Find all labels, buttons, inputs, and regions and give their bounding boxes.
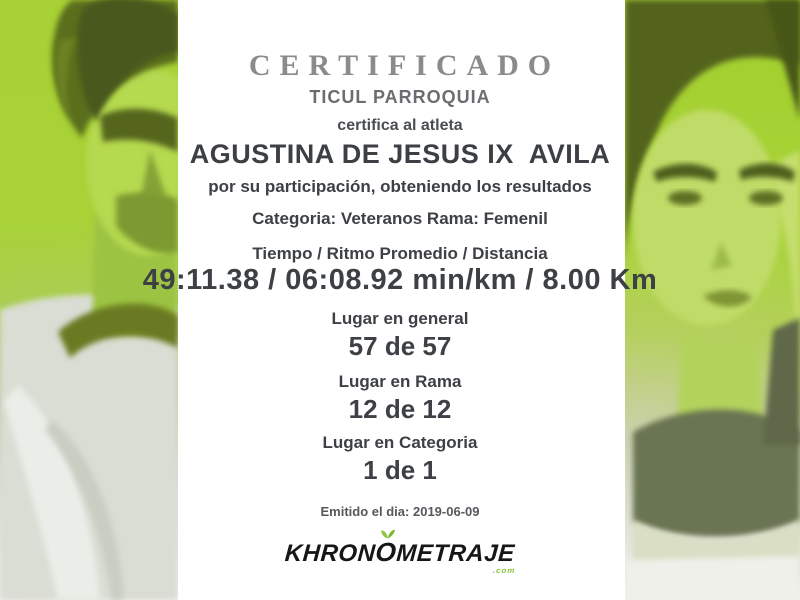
athlete-name: AGUSTINA DE JESUS IX AVILA	[189, 139, 611, 169]
khronometraje-logo	[0, 537, 800, 575]
category-place-label: Lugar en Categoria	[322, 433, 478, 452]
rama-place-label: Lugar en Rama	[338, 372, 462, 391]
general-place-value: 57 de 57	[348, 331, 452, 361]
certifies-label: certifica al atleta	[337, 117, 463, 134]
results-values: 49:11.38 / 06:08.92 min/km / 8.00 Km	[142, 264, 658, 296]
certificate-title: CERTIFICADO	[248, 49, 561, 82]
issued-date-value: 2019-06-09	[412, 504, 480, 519]
logo-letter-o-wrap	[375, 537, 398, 568]
results-header: Tiempo / Ritmo Promedio / Distancia	[252, 244, 548, 263]
issued-date-line	[0, 504, 800, 519]
leaf-icon	[380, 528, 396, 539]
participation-text: por su participación, obteniendo los resultados	[208, 177, 592, 196]
logo-text-right: METRAJE	[395, 540, 516, 567]
general-place-label: Lugar en general	[331, 309, 469, 328]
event-organization: TICUL PARROQUIA	[309, 87, 491, 107]
category-place-value: 1 de 1	[363, 455, 437, 485]
category-rama-line: Categoria: Veteranos Rama: Femenil	[252, 209, 548, 228]
logo-wordmark	[284, 537, 516, 575]
logo-domain-suffix: .com	[492, 566, 516, 575]
logo-text-left: KHRON	[284, 540, 377, 567]
rama-place-value: 12 de 12	[348, 394, 452, 424]
issued-date-label: Emitido el dia:	[320, 504, 410, 519]
logo-letter-o: O	[374, 537, 398, 567]
